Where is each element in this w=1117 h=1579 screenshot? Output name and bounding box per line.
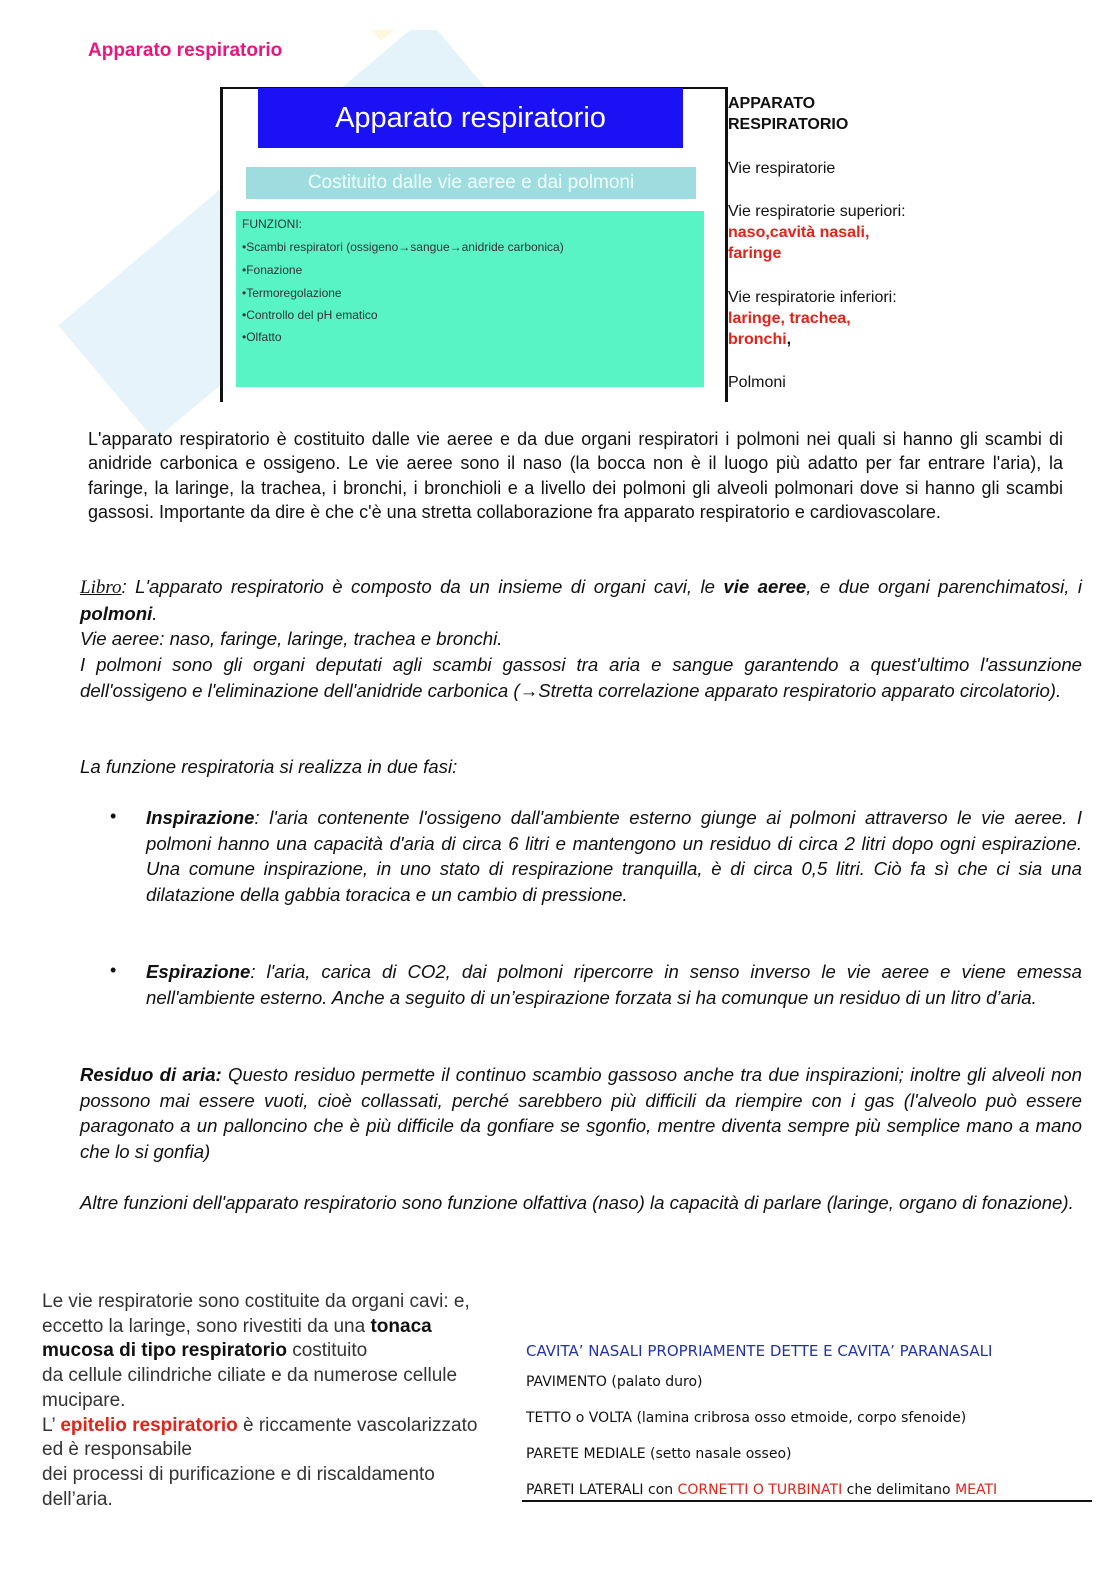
bullet-dot: •: [110, 806, 117, 826]
cavita-title: CAVITA’ NASALI PROPRIAMENTE DETTE E CAVITA’ PARANASALI: [526, 1342, 993, 1360]
function-item: •Scambi respiratori (ossigeno→sangue→anidride carbonica): [242, 240, 564, 254]
intro-paragraph: L'apparato respiratorio è costituito dalle vie aeree e da due organi respiratori i polmoni nei quali si hanno gli scambi di anidride carbonica e ossigeno. Le vie aeree sono il naso (la bocca non è il luogo più adatto per far entrare l'aria), la faringe, la laringe, la trachea, i bronchi, i bronchioli e a livello dei polmoni gli alveoli polmonari dove si hanno gli scambi gassosi. Importante da dire è che c'è una stretta collaborazione fra apparato respiratorio e cardiovascolare.: [88, 429, 1063, 523]
bullet-dot: •: [110, 960, 117, 980]
altre-funzioni: Altre funzioni dell'apparato respiratorio sono funzione olfattiva (naso) la capacità di parlare (laringe, organo di fonazione).: [80, 1192, 1074, 1213]
bullet-inspirazione: Inspirazione: l'aria contenente l'ossigeno dall'ambiente esterno giunge ai polmoni attraverso le vie aeree. I polmoni hanno una capacità d'aria di circa 6 litri e mantengono un residuo di circa 2 litri dopo ogni espirazione. Una comune inspirazione, in uno stato di respirazione tranquilla, è di circa 0,5 litri. Ciò fa sì che ci sia una dilatazione della gabbia toracica e un cambio di pressione.: [146, 807, 1082, 906]
cavita-pareti-laterali: PARETI LATERALI con CORNETTI O TURBINATI che delimitano MEATI: [526, 1482, 998, 1498]
function-item: •Controllo del pH ematico: [242, 308, 378, 322]
vie-respiratorie-text: Le vie respiratorie sono costituite da organi cavi: e, eccetto la laringe, sono rivestiti da una tonaca mucosa di tipo respiratorio costituito da cellule cilindriche ciliate e da numerose cellule mucipare. L’ epitelio respiratorio è riccamente vascolarizzato ed è responsabile dei processi di purificazione e di riscaldamento dell’aria.: [42, 1291, 478, 1510]
slide-subtitle: Costituito dalle vie aeree e dai polmoni: [246, 167, 696, 199]
side-polmoni: Polmoni: [728, 374, 786, 391]
bullet-espirazione: Espirazione: l'aria, carica di CO2, dai polmoni ripercorre in senso inverso le vie aeree e viene emessa nell'ambiente esterno. Anche a seguito di un’espirazione forzata si ha comunque un residuo di un litro d’aria.: [146, 961, 1082, 1008]
side-heading: APPARATO RESPIRATORIO: [728, 95, 849, 133]
page-title: Apparato respiratorio: [88, 40, 283, 61]
function-item: •Termoregolazione: [242, 286, 342, 300]
residuo-paragraph: Residuo di aria: Questo residuo permette il continuo scambio gassoso anche tra due inspirazioni; inoltre gli alveoli non possono mai essere vuoti, cioè collassati, perché sarebbero più difficili da riempire con i gas (l'alveolo può essere paragonato a un palloncino che è più difficile da gonfiare se sgonfio, mentre diventa sempre più semplice mano a mano che lo si gonfia): [80, 1064, 1082, 1163]
side-inferiori: Vie respiratorie inferiori: laringe, trachea, bronchi,: [728, 289, 897, 348]
libro-block: Libro: L'apparato respiratorio è composto da un insieme di organi cavi, le vie aeree, e due organi parenchimatosi, i polmoni. Vie aeree: naso, faringe, laringe, trachea e bronchi. I polmoni sono gli organi deputati agli scambi gassosi tra aria e sangue garantendo a quest'ultimo l'assunzione dell'ossigeno e l'eliminazione dell'anidride carbonica (→Stretta correlazione apparato respiratorio apparato circolatorio).: [80, 576, 1082, 701]
cavita-pavimento: PAVIMENTO (palato duro): [526, 1374, 703, 1390]
function-item: •Olfatto: [242, 330, 282, 344]
slide-functions-box: [236, 211, 704, 387]
libro-label: Libro: [80, 577, 122, 598]
cavita-tetto: TETTO o VOLTA (lamina cribrosa osso etmoide, corpo sfenoide): [526, 1410, 967, 1426]
cavita-parete-mediale: PARETE MEDIALE (setto nasale osseo): [526, 1446, 792, 1462]
side-superiori: Vie respiratorie superiori: naso,cavità nasali, faringe: [728, 203, 906, 262]
functions-heading: FUNZIONI:: [242, 217, 302, 231]
cavita-underline: [522, 1500, 1092, 1502]
slide-title: Apparato respiratorio: [258, 88, 683, 148]
side-vie: Vie respiratorie: [728, 160, 836, 177]
fasi-intro: La funzione respiratoria si realizza in due fasi:: [80, 756, 458, 777]
function-item: •Fonazione: [242, 263, 303, 277]
